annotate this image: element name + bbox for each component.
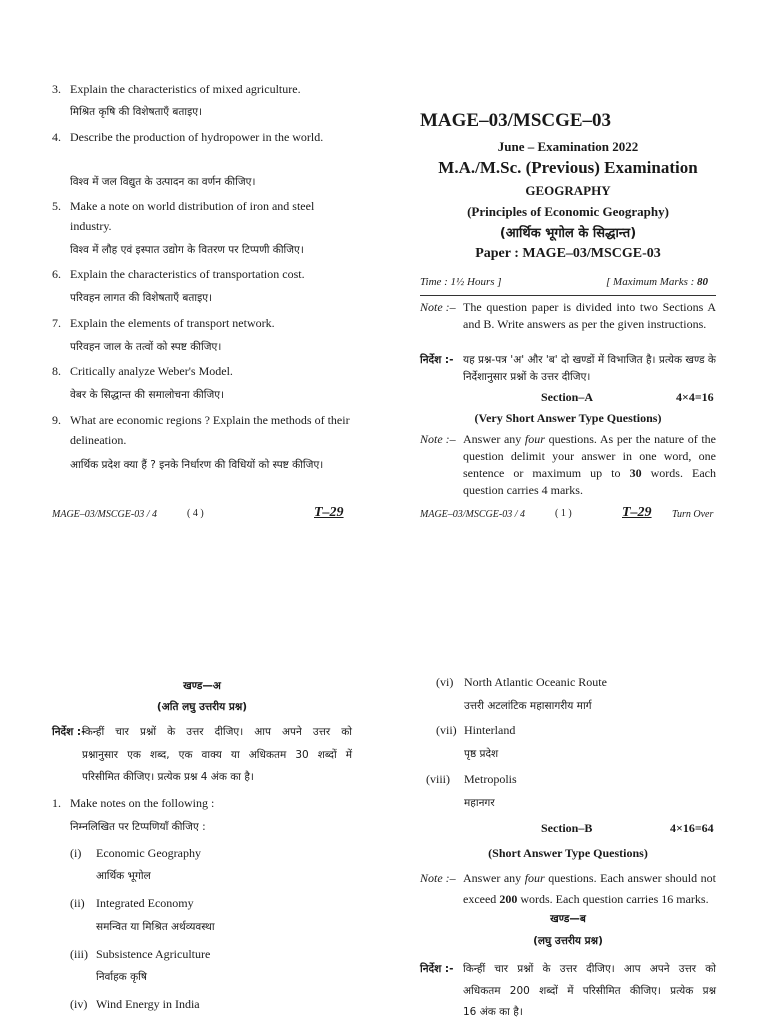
item-text-en: North Atlantic Oceanic Route <box>464 675 607 689</box>
subject: GEOGRAPHY <box>525 183 611 198</box>
question-8 <box>52 361 352 381</box>
section-b-note <box>420 868 716 910</box>
section-a-subtitle: (Very Short Answer Type Questions) <box>474 411 662 425</box>
section-a-title: Section–A <box>541 390 593 404</box>
question-4-hindi: विश्व में जल विद्युत के उत्पादन का वर्णन कीजिए। <box>70 176 256 188</box>
list-item <box>70 944 350 964</box>
list-item <box>70 893 350 913</box>
item-text-hi: आर्थिक भूगोल <box>96 870 151 882</box>
list-item <box>436 672 716 692</box>
question-1 <box>52 793 352 813</box>
section-a-note <box>420 431 716 499</box>
question-6 <box>52 264 352 284</box>
question-number: 9. <box>52 413 61 427</box>
question-1-hindi: निम्नलिखित पर टिप्पणियाँ कीजिए : <box>70 821 206 833</box>
item-number: (iii) <box>70 947 88 961</box>
turn-over: Turn Over <box>672 509 714 520</box>
question-9-hindi: आर्थिक प्रदेश क्या हैं ? इनके निर्धारण की विधियों को स्पष्ट कीजिए। <box>70 459 324 471</box>
note-text-part: words. Each question carries 4 marks. <box>463 466 716 497</box>
question-number: 4. <box>52 130 61 144</box>
note-label: Note :– <box>420 300 456 314</box>
question-text-en: Make a note on world distribution of iron and steel industry. <box>70 199 315 233</box>
time-allowed: Time : 1½ Hours ] <box>420 276 502 288</box>
nirdesh-text: यह प्रश्न-पत्र 'अ' और 'ब' दो खण्डों में विभाजित है। प्रत्येक खण्ड के निर्देशानुसार प्रश्नों के उत्तर दीजिए। <box>463 354 716 383</box>
footer-code: MAGE–03/MSCGE-03 / 4 <box>420 509 525 520</box>
footer-code: MAGE–03/MSCGE-03 / 4 <box>52 509 157 520</box>
question-9 <box>52 410 352 450</box>
note-text-bold: 30 <box>629 466 642 480</box>
question-number: 5. <box>52 199 61 213</box>
khand-a-subtitle: (अति लघु उत्तरीय प्रश्न) <box>156 701 248 713</box>
note-text-part: Answer any <box>463 871 525 885</box>
note-text-emphasis: four <box>524 871 545 885</box>
section-b-title: Section–B <box>541 821 593 835</box>
item-text-en: Subsistence Agriculture <box>96 947 211 961</box>
khand-b-title: खण्ड—ब <box>550 913 586 925</box>
item-text-hi: समन्वित या मिश्रित अर्थव्यवस्था <box>96 921 215 933</box>
note-text-part: Answer any <box>463 432 525 446</box>
question-8-hindi: वेबर के सिद्धान्त की समालोचना कीजिए। <box>70 389 225 401</box>
section-b-subtitle: (Short Answer Type Questions) <box>488 846 648 860</box>
divider <box>420 295 716 296</box>
nirdesh-line-2: प्रश्नानुसार एक शब्द, एक वाक्य या अधिकतम 30 शब्दों में <box>82 749 352 761</box>
question-4 <box>52 127 352 147</box>
item-text-en: Integrated Economy <box>96 896 194 910</box>
section-a-marks: 4×4=16 <box>676 390 714 404</box>
question-3-hindi: मिश्रित कृषि की विशेषताएँ बताइए। <box>70 106 203 118</box>
item-number: (vi) <box>436 675 454 689</box>
footer-tcode: T–29 <box>622 505 652 520</box>
list-item <box>436 720 716 740</box>
nirdesh-line-2: अधिकतम 200 शब्दों में परिसीमित कीजिए। प्रत्येक प्रश्न <box>463 985 716 997</box>
item-text-en: Wind Energy in India <box>96 997 200 1011</box>
question-5-hindi: विश्व में लौह एवं इस्पात उद्योग के वितरण पर टिप्पणी कीजिए। <box>70 244 304 256</box>
item-number: (ii) <box>70 896 85 910</box>
note-text-part: questions. As per the nature of the question delimit your answer in one word, one sentence or maximum up to <box>463 432 716 480</box>
question-text-en: Explain the elements of transport network. <box>70 316 275 330</box>
question-text-en: Critically analyze Weber's Model. <box>70 364 233 378</box>
note-text-emphasis: four <box>524 432 545 446</box>
item-text-hi: निर्वाहक कृषि <box>96 971 147 983</box>
item-text-en: Metropolis <box>464 772 517 786</box>
section-b-marks: 4×16=64 <box>670 821 714 835</box>
item-text-hi: उत्तरी अटलांटिक महासागरीय मार्ग <box>464 700 592 712</box>
maximum-marks-value: 80 <box>697 276 709 288</box>
nirdesh-line-1: किन्हीं चार प्रश्नों के उत्तर दीजिए। आप अपने उत्तर को <box>463 963 716 975</box>
question-number: 3. <box>52 82 61 96</box>
question-7 <box>52 313 352 333</box>
maximum-marks <box>606 276 708 288</box>
item-text-en: Hinterland <box>464 723 516 737</box>
nirdesh-line-1: किन्हीं चार प्रश्नों के उत्तर दीजिए। आप अपने उत्तर को <box>82 726 352 738</box>
footer-tcode: T–29 <box>314 505 344 520</box>
item-number: (viii) <box>426 772 450 786</box>
khand-b-subtitle: (लघु उत्तरीय प्रश्न) <box>533 935 603 947</box>
item-number: (i) <box>70 846 82 860</box>
paper-title-en: (Principles of Economic Geography) <box>467 204 669 219</box>
note-text: The question paper is divided into two Sections A and B. Write answers as per the given instructions. <box>463 300 716 331</box>
footer-page-number: ( 4 ) <box>187 508 204 519</box>
question-text-en: Explain the characteristics of mixed agriculture. <box>70 82 301 96</box>
list-item <box>70 843 350 863</box>
khand-a-title: खण्ड—अ <box>183 680 221 692</box>
question-text-en: What are economic regions ? Explain the methods of their delineation. <box>70 413 350 447</box>
question-number: 7. <box>52 316 61 330</box>
note-label: Note :– <box>420 432 456 446</box>
question-text-en: Describe the production of hydropower in the world. <box>70 130 324 144</box>
item-text-hi: पृष्ठ प्रदेश <box>464 748 499 760</box>
exam-date: June – Examination 2022 <box>497 139 639 154</box>
note-text-bold: 200 <box>499 892 518 906</box>
paper-title-hi: (आर्थिक भूगोल के सिद्धान्त) <box>499 226 637 241</box>
nirdesh-label: निर्देश :- <box>420 354 454 366</box>
question-6-hindi: परिवहन लागत की विशेषताएँ बताइए। <box>70 292 213 304</box>
maximum-marks-label: [ Maximum Marks : <box>606 276 698 288</box>
note-label: Note :– <box>420 871 456 885</box>
exam-name: M.A./M.Sc. (Previous) Examination <box>438 158 698 177</box>
question-number: 6. <box>52 267 61 281</box>
item-text-hi: महानगर <box>464 797 495 809</box>
paper-line: Paper : MAGE–03/MSCGE-03 <box>475 246 661 261</box>
question-text-en: Make notes on the following : <box>70 796 215 810</box>
note-text-part: words. Each question carries 16 marks. <box>517 892 709 906</box>
question-7-hindi: परिवहन जाल के तत्वों को स्पष्ट कीजिए। <box>70 341 222 353</box>
nirdesh-label: निर्देश :- <box>52 726 86 738</box>
general-nirdesh <box>420 352 716 386</box>
item-number: (iv) <box>70 997 88 1011</box>
footer-page-number: ( 1 ) <box>555 508 572 519</box>
item-text-en: Economic Geography <box>96 846 201 860</box>
nirdesh-line-3: परिसीमित कीजिए। प्रत्येक प्रश्न 4 अंक का है। <box>82 771 254 783</box>
nirdesh-label: निर्देश :- <box>420 963 454 975</box>
list-item <box>70 994 350 1014</box>
paper-code-heading: MAGE–03/MSCGE–03 <box>420 110 612 131</box>
question-number: 1. <box>52 796 61 810</box>
question-number: 8. <box>52 364 61 378</box>
question-text-en: Explain the characteristics of transportation cost. <box>70 267 305 281</box>
question-5 <box>52 196 352 236</box>
general-note <box>420 299 716 333</box>
question-3 <box>52 79 352 99</box>
item-number: (vii) <box>436 723 457 737</box>
nirdesh-line-3: 16 अंक का है। <box>463 1006 523 1018</box>
list-item <box>426 769 716 789</box>
note-text-part: questions. Each answer should not exceed <box>463 871 717 906</box>
